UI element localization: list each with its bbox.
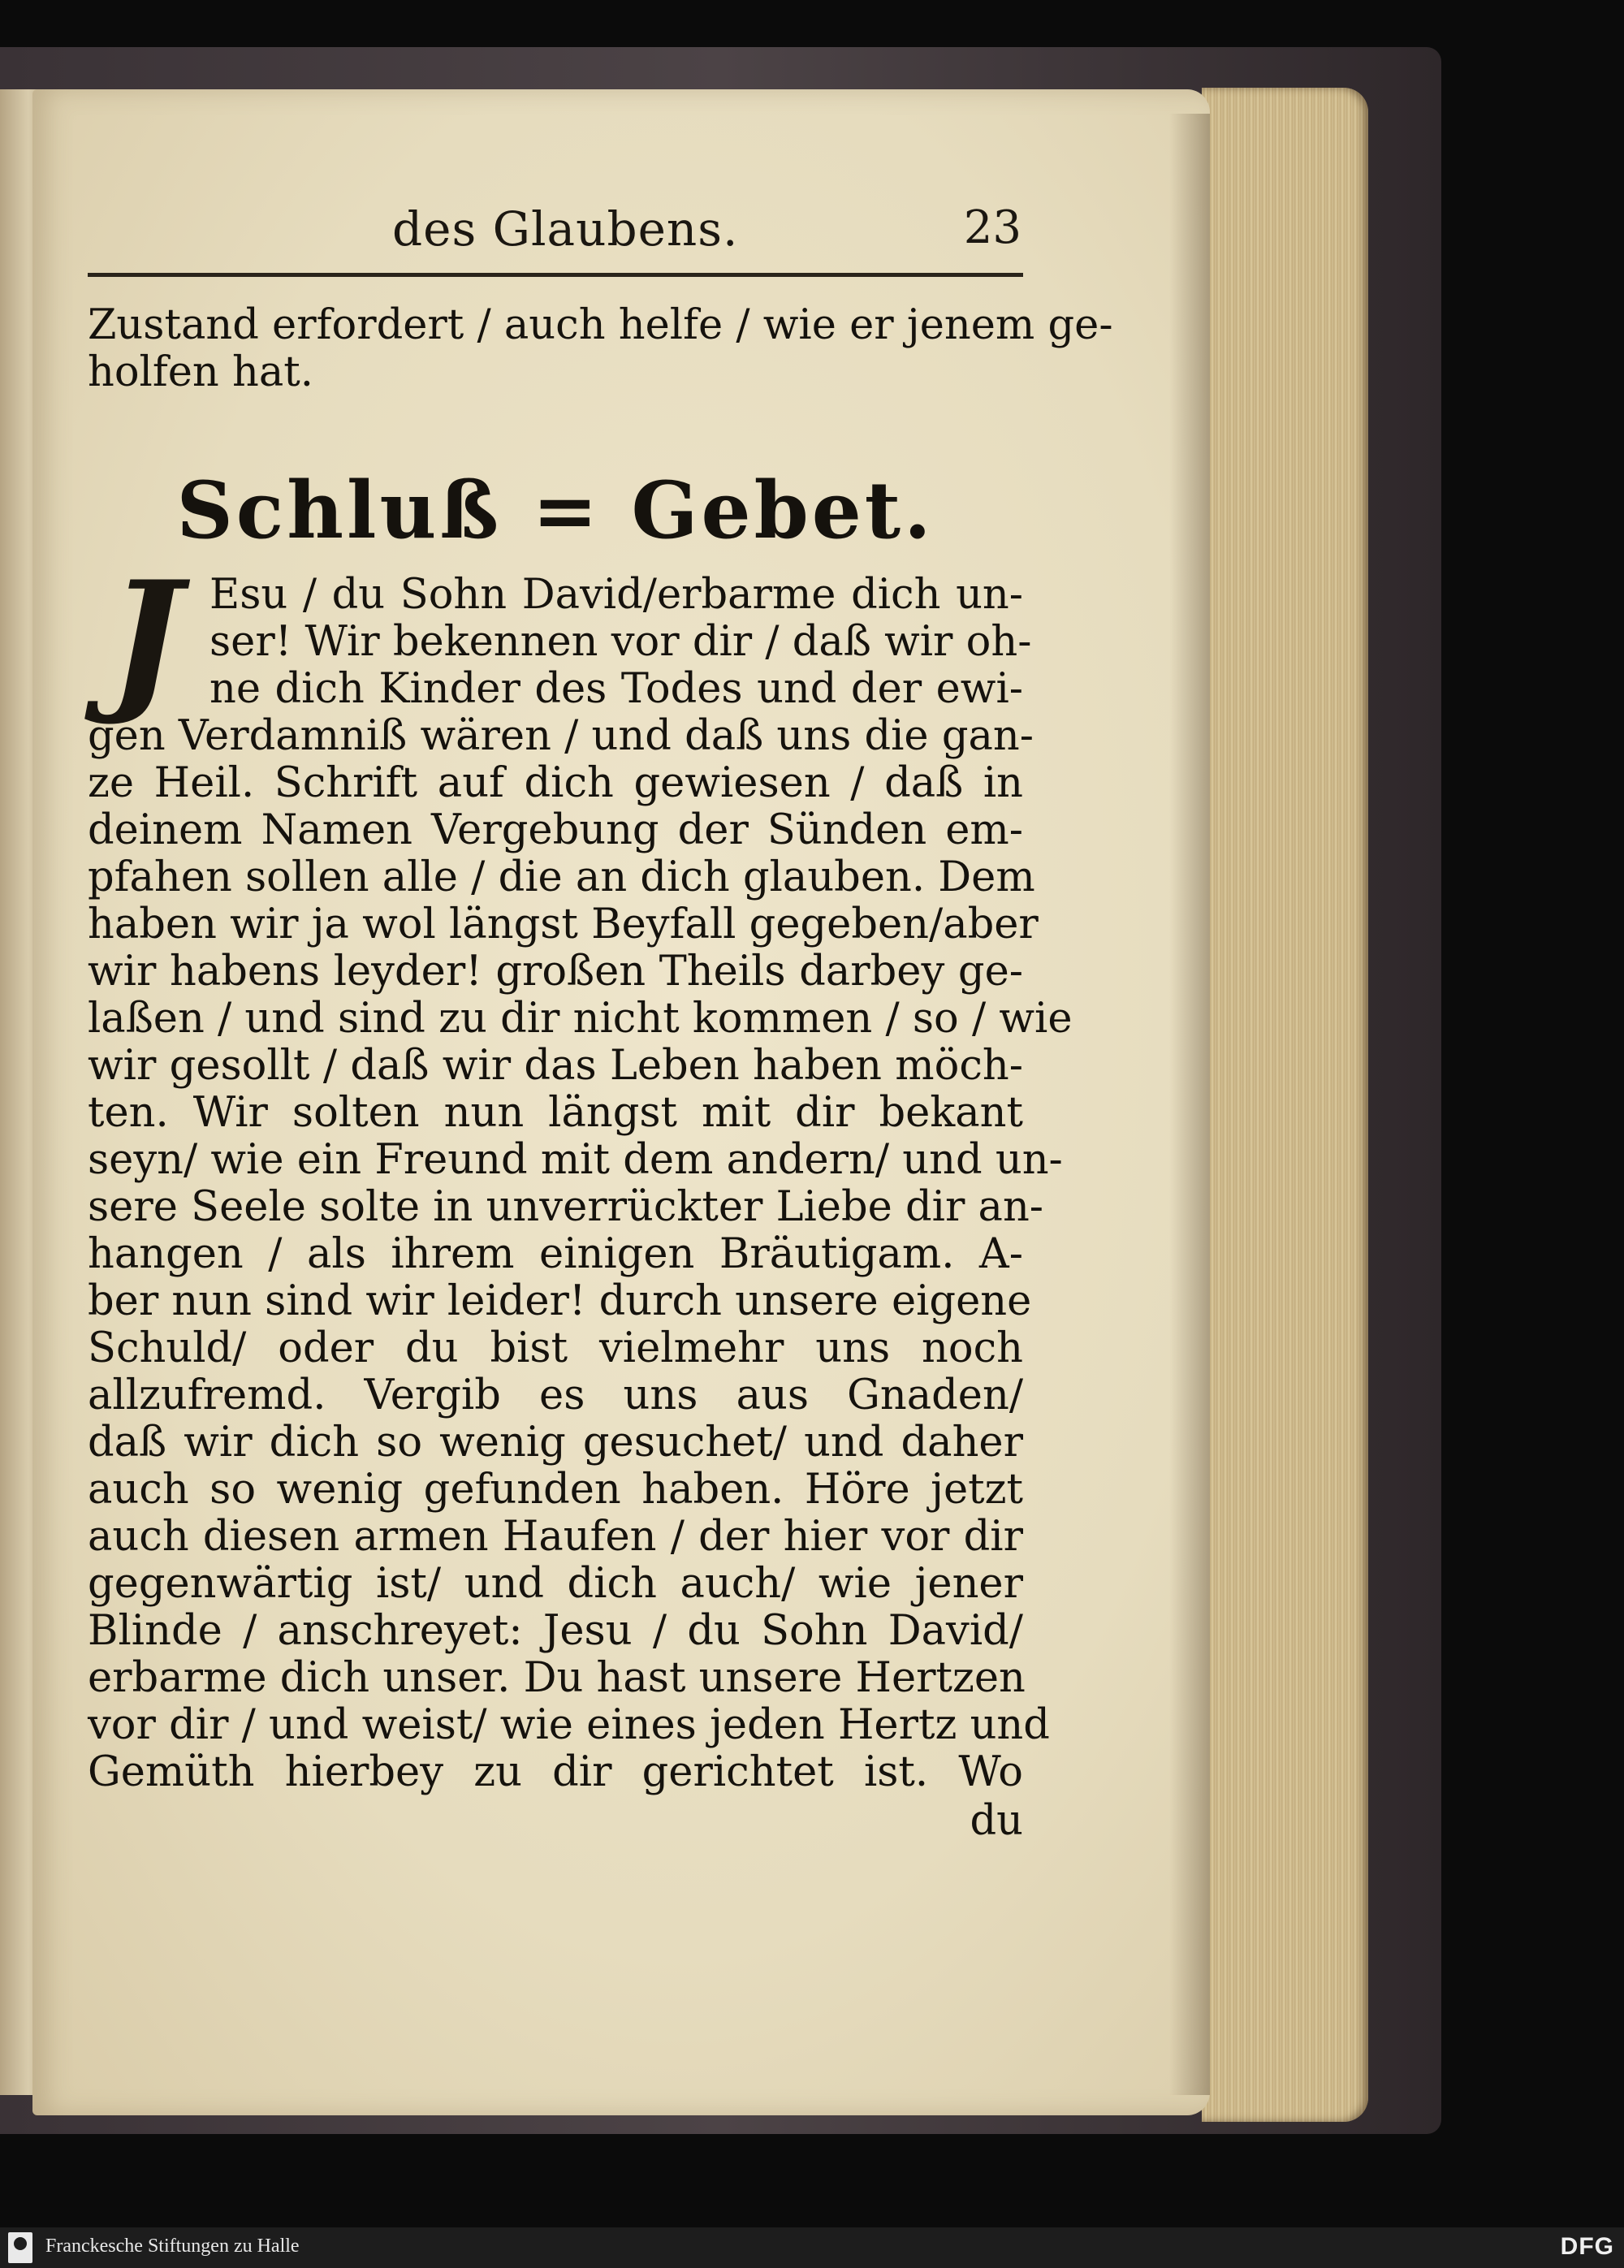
text-line: gegenwärtig ist/ und dich auch/ wie jener (88, 1560, 1023, 1608)
text-line: ser! Wir bekennen vor dir / daß wir oh- (209, 618, 1032, 666)
footer-bar (0, 2227, 1624, 2268)
text-line: Esu / du Sohn David/erbarme dich un- (209, 571, 1023, 619)
text-line: seyn/ wie ein Freund mit dem andern/ und un- (88, 1136, 1063, 1184)
text-line: gen Verdamniß wären / und daß uns die gan- (88, 712, 1034, 760)
page-fore-edge-shadow (1169, 114, 1210, 2095)
text-line: Schuld/ oder du bist vielmehr uns noch (88, 1324, 1023, 1372)
text-line: Gemüth hierbey zu dir gerichtet ist. Wo (88, 1748, 1023, 1796)
text-line: holfen hat. (88, 348, 313, 396)
page-text (88, 301, 1113, 1845)
text-line: ne dich Kinder des Todes und der ewi- (209, 665, 1023, 713)
footer-institution: Franckesche Stiftungen zu Halle (45, 2236, 300, 2257)
text-line: erbarme dich unser. Du hast unsere Hertzen (88, 1654, 1026, 1702)
footer-brand-logo: DFG (1560, 2233, 1614, 2260)
text-line: vor dir / und weist/ wie eines jeden Hertz und (88, 1701, 1050, 1749)
section-title: Schluß = Gebet. (176, 464, 935, 556)
prayer-text (88, 547, 1073, 1796)
header-rule (88, 273, 1023, 277)
text-line: wir gesollt / daß wir das Leben haben möch- (88, 1042, 1023, 1090)
page-header (88, 201, 1021, 266)
catchword: du (970, 1797, 1023, 1845)
page-number: 23 (963, 201, 1021, 254)
text-line: ber nun sind wir leider! durch unsere eigene (88, 1277, 1032, 1325)
text-line: laßen / und sind zu dir nicht kommen / so / wie (88, 995, 1073, 1043)
text-line: hangen / als ihrem einigen Bräutigam. A- (88, 1230, 1023, 1278)
text-line: Zustand erfordert / auch helfe / wie er jenem ge- (88, 301, 1113, 349)
text-line: deinem Namen Vergebung der Sünden em- (88, 806, 1023, 854)
text-line: sere Seele solte in unverrückter Liebe dir an- (88, 1183, 1044, 1231)
text-line: haben wir ja wol längst Beyfall gegeben/aber (88, 901, 1039, 948)
text-line: daß wir dich so wenig gesuchet/ und daher (88, 1419, 1023, 1467)
institution-logo-icon (8, 2232, 32, 2263)
text-line: pfahen sollen alle / die an dich glauben. Dem (88, 853, 1035, 901)
page-block-edges (1202, 88, 1368, 2122)
text-line: ten. Wir solten nun längst mit dir bekant (88, 1089, 1023, 1137)
text-line: auch diesen armen Haufen / der hier vor dir (88, 1513, 1023, 1561)
text-line: auch so wenig gefunden haben. Höre jetzt (88, 1466, 1023, 1514)
text-line: ze Heil. Schrift auf dich gewiesen / daß in (88, 759, 1023, 807)
running-head: des Glaubens. (392, 201, 739, 257)
text-line: wir habens leyder! großen Theils darbey ge- (88, 948, 1023, 996)
text-line: Blinde / anschreyet: Jesu / du Sohn David/ (88, 1607, 1023, 1655)
text-line: allzufremd. Vergib es uns aus Gnaden/ (88, 1372, 1023, 1419)
drop-cap: J (109, 547, 182, 728)
